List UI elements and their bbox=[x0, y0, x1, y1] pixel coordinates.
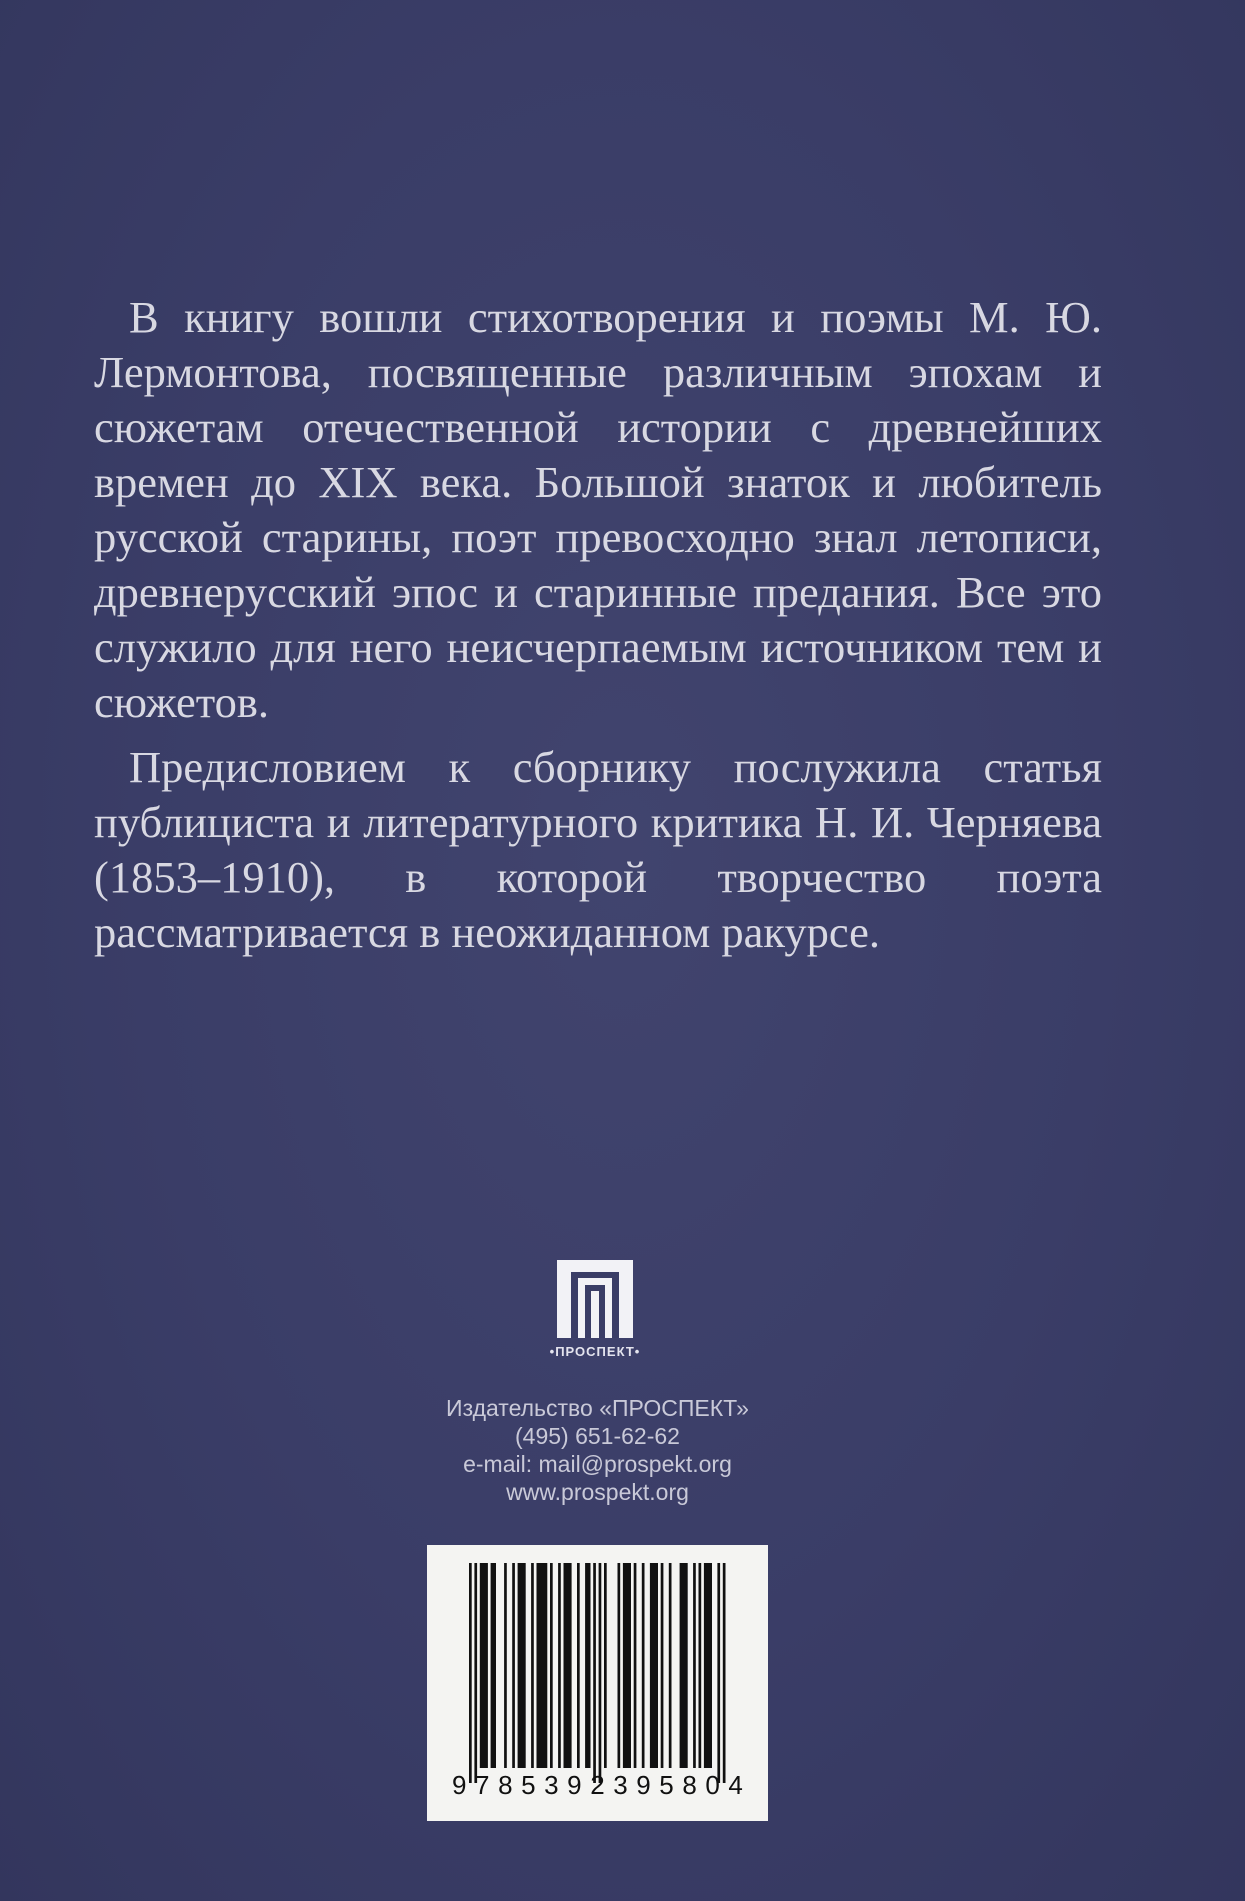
barcode-bar bbox=[491, 1563, 496, 1768]
barcode-bar bbox=[693, 1563, 696, 1768]
barcode-bar bbox=[504, 1563, 507, 1768]
barcode-bar bbox=[585, 1563, 590, 1768]
barcode-bar bbox=[717, 1563, 720, 1783]
barcode-bar bbox=[537, 1563, 548, 1768]
barcode-bar bbox=[558, 1563, 561, 1768]
barcode-bar bbox=[480, 1563, 488, 1768]
barcode-bar bbox=[512, 1563, 515, 1768]
barcode-bar bbox=[531, 1563, 534, 1768]
isbn-digit: 9 bbox=[452, 1770, 467, 1800]
barcode-bar bbox=[634, 1563, 637, 1768]
publisher-name: Издательство «ПРОСПЕКТ» bbox=[446, 1395, 749, 1421]
barcode-bar bbox=[474, 1563, 477, 1783]
isbn-barcode bbox=[427, 1545, 768, 1821]
isbn-digit: 5 bbox=[521, 1770, 536, 1800]
barcode-bar bbox=[699, 1563, 702, 1768]
barcode-bar bbox=[642, 1563, 645, 1768]
publisher-logo-label: •ПРОСПЕКТ• bbox=[549, 1344, 641, 1359]
barcode-bar bbox=[623, 1563, 631, 1768]
barcode-bar bbox=[469, 1563, 472, 1783]
barcode-bar bbox=[518, 1563, 526, 1768]
barcode-bar bbox=[604, 1563, 607, 1768]
isbn-digit: 5 bbox=[659, 1770, 674, 1800]
isbn-digit: 9 bbox=[567, 1770, 582, 1800]
publisher-phone: (495) 651-62-62 bbox=[515, 1423, 680, 1449]
isbn-digit: 8 bbox=[498, 1770, 513, 1800]
isbn-number bbox=[452, 1771, 743, 1799]
barcode-bar bbox=[599, 1563, 602, 1783]
publisher-contacts bbox=[300, 1394, 895, 1506]
isbn-digit: 2 bbox=[590, 1770, 605, 1800]
barcode-bar bbox=[577, 1563, 580, 1768]
barcode-bar bbox=[564, 1563, 572, 1768]
isbn-digit: 3 bbox=[544, 1770, 559, 1800]
publisher-email: e-mail: mail@prospekt.org bbox=[463, 1451, 732, 1477]
barcode-bar bbox=[618, 1563, 621, 1768]
publisher-website: www.prospekt.org bbox=[506, 1479, 689, 1505]
barcode-bar bbox=[550, 1563, 553, 1768]
isbn-digit: 4 bbox=[728, 1770, 743, 1800]
barcode-bar bbox=[593, 1563, 596, 1783]
isbn-digit: 8 bbox=[682, 1770, 697, 1800]
isbn-digit: 0 bbox=[705, 1770, 720, 1800]
barcode-bar bbox=[704, 1563, 712, 1768]
barcode-bar bbox=[650, 1563, 658, 1768]
annotation-text bbox=[94, 290, 1102, 960]
isbn-digit: 9 bbox=[636, 1770, 651, 1800]
isbn-digit: 3 bbox=[613, 1770, 628, 1800]
barcode-bar bbox=[723, 1563, 726, 1783]
annotation-paragraph-2: Предисловием к сборнику послужила статья публициста и литературного критика Н. И. Черняева (1853–1910), в которой творчество поэта рассматривается в неожиданном ракурсе. bbox=[94, 742, 1102, 957]
annotation-paragraph-1: В книгу вошли стихотворения и поэмы М. Ю. Лермонтова, посвященные различным эпохам и сюжетам отечественной истории с древнейших времен до XIX века. Большой знаток и любитель русской старины, поэт превосходно знал летописи, древнерусский эпос и старинные предания. Все это служило для него неисчерпаемым источником тем и сюжетов. bbox=[94, 292, 1102, 727]
barcode-bar bbox=[680, 1563, 688, 1768]
isbn-digit: 7 bbox=[475, 1770, 490, 1800]
publisher-logo-icon bbox=[532, 1257, 658, 1343]
barcode-bar bbox=[661, 1563, 664, 1768]
barcode-bar bbox=[669, 1563, 672, 1768]
publisher-logo bbox=[532, 1257, 658, 1367]
